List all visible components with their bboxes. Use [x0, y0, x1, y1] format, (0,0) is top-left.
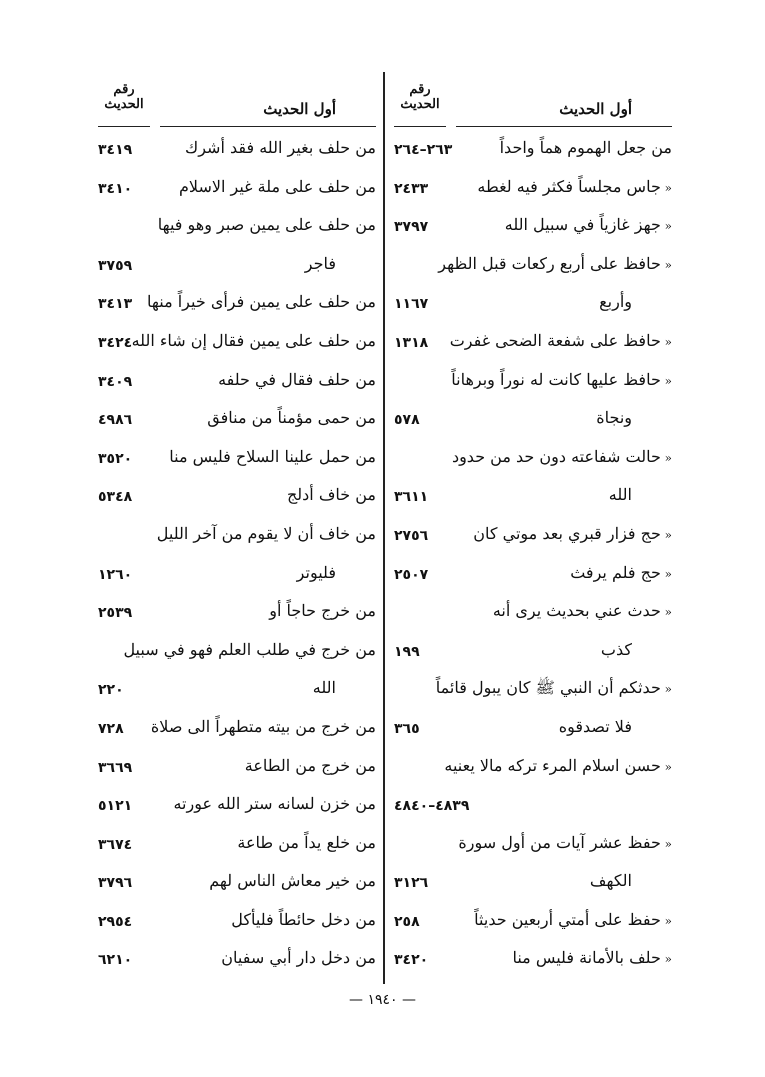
entry-text: « حدث عني بحديث يرى أنه	[493, 601, 672, 620]
index-entry	[392, 670, 672, 709]
entry-text: « حلف بالأمانة فليس منا	[512, 948, 672, 967]
index-entry	[96, 940, 376, 979]
index-entry	[392, 169, 672, 208]
hadith-number: ٦٢١٠	[98, 952, 133, 969]
entry-text: « حج فلم يرفث	[570, 563, 672, 582]
hadith-number: ٤٩٨٦	[98, 412, 133, 429]
entry-text: من خرج من بيته متطهراً الى صلاة	[150, 716, 376, 736]
entry-text: فلا تصدقوه	[558, 716, 632, 736]
hadith-number: ٢٩٥٤	[98, 913, 133, 930]
index-entry	[392, 439, 672, 478]
hadith-number: ٣٧٩٧	[394, 219, 429, 236]
hadith-number: ٣٦٥	[394, 720, 420, 737]
index-entry	[96, 902, 376, 941]
header-rule-number	[98, 126, 150, 127]
entry-text: كذب	[600, 639, 632, 659]
entry-text: من دخل دار أبي سفيان	[221, 948, 376, 968]
entry-text: « حج فزار قبري بعد موتي كان	[473, 524, 672, 543]
first-words-heading: أول الحديث	[263, 100, 336, 118]
entry-text: من حلف على يمين صبر وهو فيها	[157, 215, 376, 235]
entry-text: من حلف فقال في حلفه	[218, 369, 376, 389]
entry-text: فليوتر	[296, 562, 336, 582]
entry-text: « حسن اسلام المرء تركه مالا يعنيه	[444, 756, 672, 775]
hadith-number: ٢٢٠	[98, 682, 124, 699]
hadith-number: ٢٦٣–٢٦٤	[394, 142, 453, 158]
index-entry	[392, 940, 672, 979]
hadith-number: ١٩٩	[394, 643, 420, 660]
entry-text: « حافظ عليها كانت له نوراً وبرهاناً	[451, 370, 672, 389]
hadith-number: ٣٧٩٦	[98, 875, 133, 892]
entry-text: من خير معاش الناس لهم	[209, 871, 376, 891]
index-entry	[392, 323, 672, 362]
index-entry	[392, 863, 672, 902]
hadith-number: ٢٥٨	[394, 913, 420, 930]
index-entry	[96, 207, 376, 246]
hadith-number: ٣٥٢٠	[98, 450, 133, 467]
hadith-number: ١٢٦٠	[98, 566, 133, 583]
right-column-header	[392, 78, 672, 130]
first-words-heading: أول الحديث	[559, 100, 632, 118]
index-entry	[392, 748, 672, 787]
hadith-number: ٣٤٠٩	[98, 373, 133, 390]
index-entry	[96, 555, 376, 594]
index-entry	[392, 246, 672, 285]
right-column	[392, 78, 672, 979]
entry-text: « حافظ على شفعة الضحى غفرت	[450, 331, 672, 350]
hadith-number: ٣٤١٠	[98, 180, 133, 197]
index-entry	[392, 516, 672, 555]
page-number: — ١٩٤٠ —	[349, 992, 416, 1008]
index-entry	[392, 593, 672, 632]
hadith-number: ٢٥٣٩	[98, 605, 133, 622]
entry-text: « جهز غازياً في سبيل الله	[505, 215, 672, 234]
index-entry	[96, 362, 376, 401]
hadith-number: ٣٦٧٤	[98, 836, 133, 853]
index-entry	[392, 477, 672, 516]
entry-text: من جعل الهموم هماً واحداً	[499, 138, 672, 157]
entry-text: « حافظ على أربع ركعات قبل الظهر	[438, 254, 672, 273]
entry-text: من خاف أدلج	[286, 485, 376, 505]
header-rule	[456, 126, 672, 127]
index-entry	[96, 748, 376, 787]
index-entry	[96, 169, 376, 208]
column-divider	[383, 72, 385, 984]
index-entry	[392, 786, 672, 825]
hadith-number-heading: رقم الحديث	[104, 82, 144, 112]
index-entry	[96, 825, 376, 864]
index-entry	[392, 362, 672, 401]
left-entries	[96, 130, 376, 979]
entry-text: من خرج في طلب العلم فهو في سبيل	[123, 639, 376, 659]
index-entry	[392, 400, 672, 439]
hadith-number: ٣٤٢٠	[394, 952, 429, 969]
index-entry	[96, 709, 376, 748]
hadith-number: ٣٤١٣	[98, 296, 133, 313]
hadith-number: ٤٨٣٩–٤٨٤٠	[394, 798, 470, 815]
hadith-number: ١٣١٨	[394, 334, 429, 351]
hadith-number: ٣٤١٩	[98, 142, 133, 158]
index-entry	[96, 863, 376, 902]
index-entry	[392, 207, 672, 246]
index-entry	[392, 284, 672, 323]
index-entry	[96, 439, 376, 478]
hadith-number: ٥١٢١	[98, 798, 133, 815]
index-entry	[96, 130, 376, 169]
index-entry	[96, 786, 376, 825]
hadith-number: ٧٢٨	[98, 720, 124, 737]
index-entry	[392, 902, 672, 941]
entry-text: الكهف	[589, 871, 632, 891]
hadith-number: ٣٦١١	[394, 489, 429, 506]
index-entry	[96, 400, 376, 439]
index-entry	[392, 709, 672, 748]
entry-text: « حفظ على أمتي أربعين حديثاً	[474, 910, 672, 929]
index-entry	[96, 593, 376, 632]
index-entry	[96, 632, 376, 671]
entry-text: « حفظ عشر آيات من أول سورة	[458, 833, 672, 852]
entry-text: من خلع يداً من طاعة	[237, 832, 376, 852]
index-entry	[392, 130, 672, 169]
entry-text: الله	[608, 485, 632, 505]
hadith-number: ٥٧٨	[394, 412, 420, 429]
index-entry	[96, 477, 376, 516]
entry-text: من حمى مؤمناً من منافق	[207, 408, 376, 428]
entry-text: من خزن لسانه ستر الله عورته	[173, 794, 376, 814]
left-column	[96, 78, 376, 979]
entry-text: من خرج من الطاعة	[244, 755, 376, 775]
index-entry	[96, 246, 376, 285]
index-entry	[96, 516, 376, 555]
entry-text: من خرج حاجاً أو	[269, 601, 376, 621]
entry-text: من حلف على ملة غير الاسلام	[178, 176, 376, 196]
hadith-number: ٣٦٦٩	[98, 759, 133, 776]
entry-text: من حلف على يمين فرأى خيراً منها	[147, 292, 376, 312]
entry-text: من حلف بغير الله فقد أشرك	[185, 138, 376, 157]
entry-text: من حلف على يمين فقال إن شاء الله	[131, 330, 376, 350]
entry-text: « حالت شفاعته دون حد من حدود	[452, 447, 672, 466]
right-entries	[392, 130, 672, 979]
entry-text: من خاف أن لا يقوم من آخر الليل	[156, 523, 376, 543]
index-entry	[392, 555, 672, 594]
hadith-number: ٢٥٠٧	[394, 566, 429, 583]
header-rule-number	[394, 126, 446, 127]
entry-text: ونجاة	[596, 408, 632, 428]
index-entry	[96, 670, 376, 709]
hadith-number: ٥٣٤٨	[98, 489, 133, 506]
index-entry	[96, 284, 376, 323]
hadith-number: ٣٤٢٤	[98, 334, 133, 351]
entry-text: فاجر	[304, 253, 336, 273]
entry-text: من حمل علينا السلاح فليس منا	[169, 446, 376, 466]
entry-text: « حدثكم أن النبي ﷺ كان يبول قائماً	[436, 678, 672, 701]
entry-text: من دخل حائطاً فليأكل	[231, 909, 376, 929]
hadith-number: ٣٧٥٩	[98, 257, 133, 274]
hadith-number: ٢٤٣٣	[394, 180, 429, 197]
entry-text: وأربع	[599, 292, 632, 312]
index-entry	[96, 323, 376, 362]
hadith-number: ١١٦٧	[394, 296, 429, 313]
index-entry	[392, 632, 672, 671]
entry-text: الله	[312, 678, 336, 698]
hadith-number-heading: رقم الحديث	[400, 82, 440, 112]
entry-text: « جاس مجلساً فكثر فيه لغطه	[477, 177, 672, 196]
hadith-number: ٢٧٥٦	[394, 527, 429, 544]
hadith-number: ٣١٢٦	[394, 875, 429, 892]
left-column-header	[96, 78, 376, 130]
header-rule	[160, 126, 376, 127]
index-entry	[392, 825, 672, 864]
